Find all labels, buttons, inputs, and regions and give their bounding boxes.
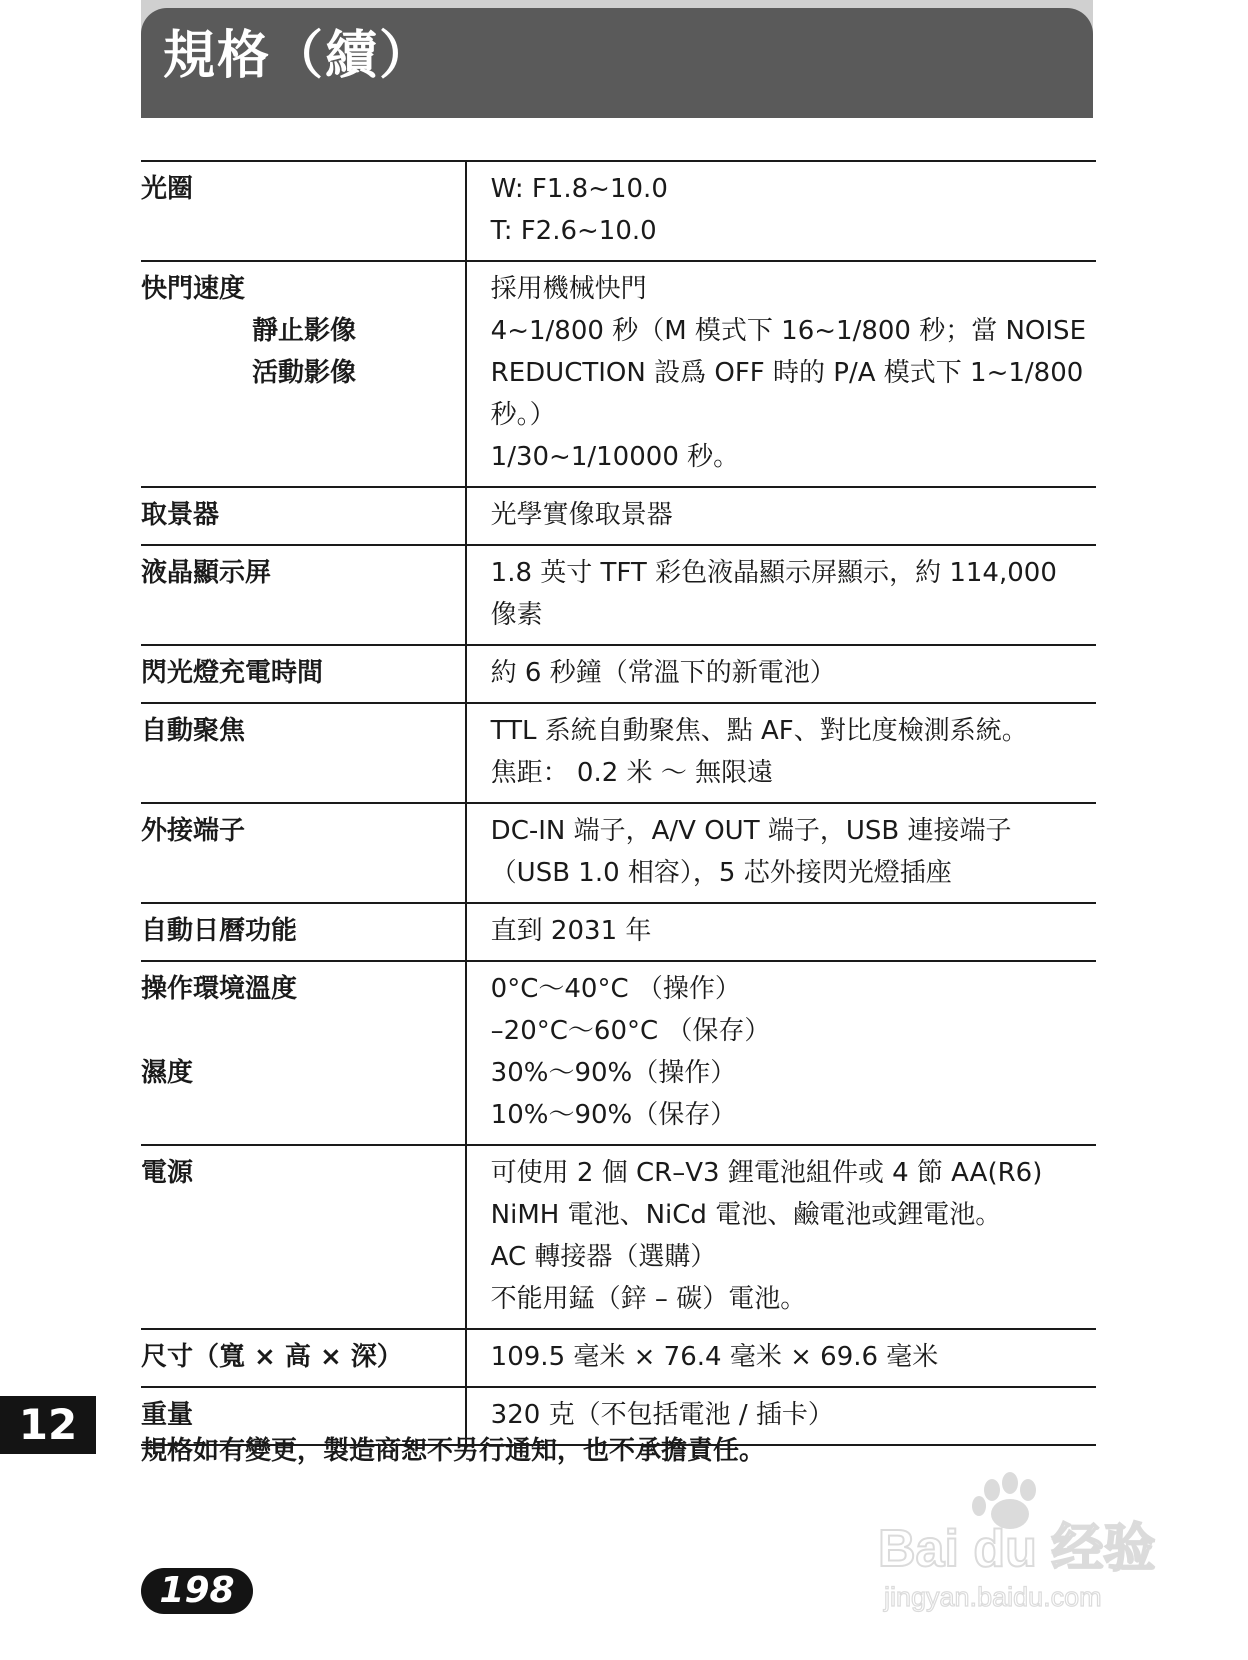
table-row	[141, 803, 1096, 903]
table-row	[141, 1329, 1096, 1387]
table-row	[141, 903, 1096, 961]
spec-value-line: 像素	[490, 600, 543, 630]
spec-label: 濕度	[141, 1058, 194, 1088]
spec-value-line: 109.5 毫米 × 76.4 毫米 × 69.6 毫米	[490, 1342, 939, 1372]
spec-value-line: 320 克（不包括電池 / 插卡）	[490, 1400, 834, 1430]
spec-value-line: REDUCTION 設爲 OFF 時的 P/A 模式下 1~1/800	[490, 358, 1084, 388]
spec-value-line: （USB 1.0 相容），5 芯外接閃光燈插座	[490, 858, 952, 888]
spec-label: 快門速度	[141, 274, 246, 304]
spec-value	[466, 703, 1096, 803]
table-row	[141, 545, 1096, 645]
spec-value-line: 30%〜90%（操作）	[490, 1058, 737, 1088]
spec-label: 閃光燈充電時間	[141, 645, 466, 703]
spec-label-cell	[141, 961, 466, 1145]
spec-value-line: 1.8 英寸 TFT 彩色液晶顯示屏顯示，約 114,000	[490, 558, 1057, 588]
spec-label: 液晶顯示屏	[141, 545, 466, 645]
baidu-watermark	[876, 1470, 1176, 1620]
spec-value-line: T: F2.6~10.0	[490, 216, 657, 246]
table-row	[141, 487, 1096, 545]
spec-label: 自動聚焦	[141, 703, 466, 803]
spec-value	[466, 161, 1096, 261]
spec-value	[466, 261, 1096, 487]
spec-value-line: 0°C〜40°C （操作）	[490, 974, 741, 1004]
spec-sub-label: 靜止影像	[252, 316, 357, 346]
spacer	[141, 1010, 465, 1052]
spec-value-line: 4~1/800 秒（M 模式下 16~1/800 秒；當 NOISE	[490, 316, 1086, 346]
spec-label: 操作環境溫度	[141, 974, 298, 1004]
spec-value-line: 約 6 秒鐘（常溫下的新電池）	[490, 658, 836, 688]
spec-label: 自動日曆功能	[141, 903, 466, 961]
spec-value-line: W: F1.8~10.0	[490, 174, 668, 204]
spec-value	[466, 487, 1096, 545]
spec-label: 取景器	[141, 487, 466, 545]
spec-table	[141, 160, 1096, 1446]
spec-value-line: 秒。）	[490, 400, 556, 430]
table-row	[141, 645, 1096, 703]
spec-sub-label: 活動影像	[252, 358, 357, 388]
spec-value	[466, 645, 1096, 703]
spec-value-line: 10%〜90%（保存）	[490, 1100, 737, 1130]
spec-value-line: DC-IN 端子，A/V OUT 端子，USB 連接端子	[490, 816, 1012, 846]
spec-value	[466, 961, 1096, 1145]
spec-value	[466, 545, 1096, 645]
table-row	[141, 961, 1096, 1145]
page-title: 規格（續）	[163, 26, 434, 86]
spec-label: 電源	[141, 1145, 466, 1329]
spec-value-line: –20°C〜60°C （保存）	[490, 1016, 771, 1046]
spec-label: 尺寸（寬 × 高 × 深）	[141, 1329, 466, 1387]
spec-value-line: NiMH 電池、NiCd 電池、鹼電池或鋰電池。	[490, 1200, 1002, 1230]
watermark-logo: Bai du 经验	[878, 1520, 1156, 1578]
table-row	[141, 703, 1096, 803]
spec-label: 光圈	[141, 161, 466, 261]
spec-label: 重量	[141, 1387, 466, 1445]
spec-value-line: 光學實像取景器	[490, 500, 673, 530]
table-row	[141, 261, 1096, 487]
spec-value-line: TTL 系統自動聚焦、點 AF、對比度檢測系統。	[490, 716, 1028, 746]
chapter-tab: 12	[0, 1396, 96, 1454]
table-row	[141, 1145, 1096, 1329]
spec-value-line: 不能用錳（鋅 – 碳）電池。	[490, 1284, 807, 1314]
spec-value-line: 直到 2031 年	[490, 916, 652, 946]
page-number: 198	[141, 1568, 253, 1614]
spec-label: 外接端子	[141, 803, 466, 903]
spec-value-line: AC 轉接器（選購）	[490, 1242, 717, 1272]
spec-value-line: 可使用 2 個 CR–V3 鋰電池組件或 4 節 AA(R6)	[490, 1158, 1043, 1188]
spec-value	[466, 1145, 1096, 1329]
watermark-url: jingyan.baidu.com	[884, 1582, 1102, 1612]
table-row	[141, 161, 1096, 261]
spec-value	[466, 803, 1096, 903]
spec-value-line: 1/30~1/10000 秒。	[490, 442, 740, 472]
spec-value-line: 焦距： 0.2 米 〜 無限遠	[490, 758, 774, 788]
spec-value	[466, 1329, 1096, 1387]
spec-label-cell	[141, 261, 466, 487]
footnote: 規格如有變更，製造商恕不另行通知，也不承擔責任。	[141, 1436, 766, 1466]
spec-value	[466, 903, 1096, 961]
spec-value-line: 採用機械快門	[490, 274, 647, 304]
